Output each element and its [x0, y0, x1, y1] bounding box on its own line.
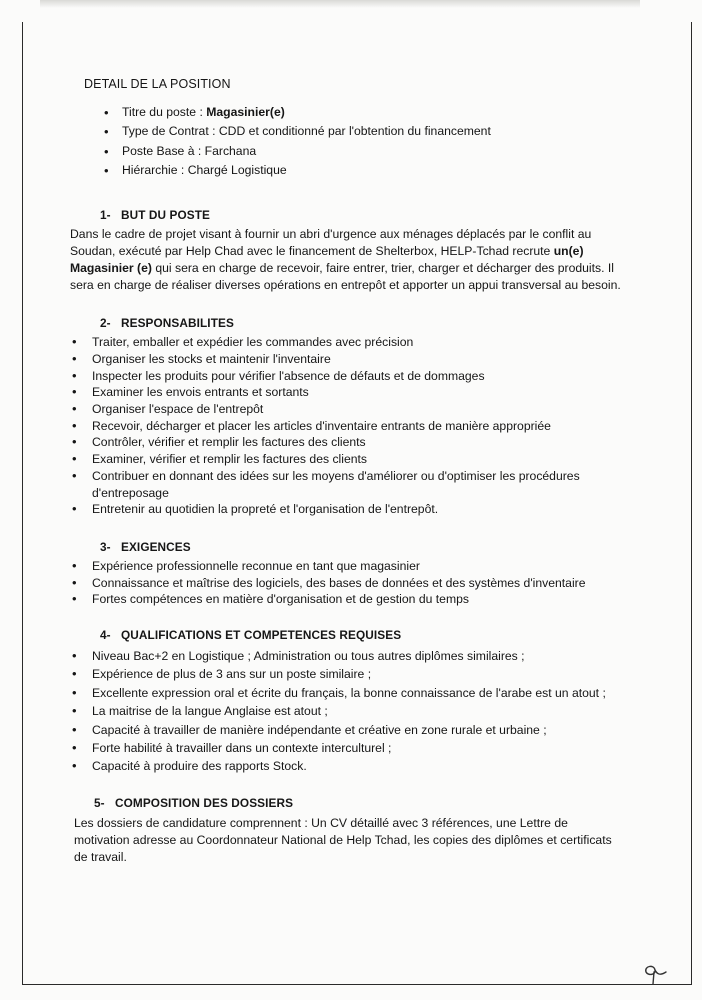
qualifications-list — [70, 647, 636, 776]
section-title: 4- QUALIFICATIONS ET COMPETENCES REQUISES — [100, 628, 402, 643]
list-item: • Examiner, vérifier et remplir les factures des clients — [70, 451, 636, 468]
list-item: • Organiser les stocks et maintenir l'inventaire — [70, 351, 636, 368]
list-item: • Capacité à travailler de manière indépendante et créative en zone rurale et urbaine ; — [70, 721, 636, 739]
responsibilities-list — [70, 334, 636, 518]
section-title: 1- BUT DU POSTE — [100, 208, 211, 223]
section-responsabilites — [76, 315, 636, 518]
section-title: 5- COMPOSITION DES DOSSIERS — [94, 795, 294, 810]
list-item: • Capacité à produire des rapports Stock. — [70, 757, 636, 775]
list-item: • La maitrise de la langue Anglaise est atout ; — [70, 702, 636, 720]
section-title: 2- RESPONSABILITES — [100, 316, 234, 331]
list-item: • Expérience professionnelle reconnue en tant que magasinier — [70, 558, 636, 575]
list-item: • Traiter, emballer et expédier les commandes avec précision — [70, 334, 636, 351]
list-item: • Expérience de plus de 3 ans sur un poste similaire ; — [70, 665, 636, 683]
section-exigences — [76, 539, 636, 608]
list-item: • Connaissance et maîtrise des logiciels, des bases de données et des systèmes d'inventaire — [70, 575, 636, 592]
list-item: • Examiner les envois entrants et sortants — [70, 384, 636, 401]
list-item: • Organiser l'espace de l'entrepôt — [70, 401, 636, 418]
requirements-list — [70, 558, 636, 608]
list-item: • Fortes compétences en matière d'organisation et de gestion du temps — [70, 591, 636, 608]
position-item-hierarchy: • Hiérarchie : Chargé Logistique — [104, 162, 636, 179]
section-qualifications — [76, 627, 636, 776]
section-composition-dossiers — [76, 795, 636, 866]
list-item: • Niveau Bac+2 en Logistique ; Administration ou tous autres diplômes similaires ; — [70, 647, 636, 665]
initials-signature — [640, 960, 674, 986]
list-item: • Excellente expression oral et écrite du français, la bonne connaissance de l'arabe est un atout ; — [70, 684, 636, 702]
section-but-du-poste — [70, 207, 636, 294]
section-title: 3- EXIGENCES — [100, 539, 191, 554]
section-paragraph: Les dossiers de candidature comprennent : Un CV détaillé avec 3 références, une Lettre de motivation adresse au Coordonnateur National de Help Tchad, les copies des diplômes et certificats de travail. — [74, 815, 612, 864]
position-details-list — [104, 104, 636, 179]
scan-shadow — [40, 0, 640, 8]
section-paragraph: Dans le cadre de projet visant à fournir un abri d'urgence aux ménages déplacés par le conflit au Soudan, exécuté par Help Chad avec le financement de Shelterbox, HELP-Tchad recrute un(e) Magasinier (e) qui sera en charge de recevoir, faire entrer, trier, charger et décharger des produits. Il sera en charge de réaliser diverses opérations en entrepôt et apporter un appui transversal au besoin. — [70, 227, 621, 293]
list-item: • Forte habilité à travailler dans un contexte interculturel ; — [70, 739, 636, 757]
list-item: • Entretenir au quotidien la propreté et l'organisation de l'entrepôt. — [70, 501, 636, 518]
document-content — [70, 76, 636, 866]
position-item-contract: • Type de Contrat : CDD et conditionné par l'obtention du financement — [104, 123, 636, 140]
list-item: • Recevoir, décharger et placer les articles d'inventaire entrants de manière appropriée — [70, 418, 636, 435]
list-item: • Contrôler, vérifier et remplir les factures des clients — [70, 434, 636, 451]
list-item: • Contribuer en donnant des idées sur les moyens d'améliorer ou d'optimiser les procédures d'entreposage — [70, 468, 592, 501]
position-item-title: • Titre du poste : Magasinier(e) — [104, 104, 636, 121]
list-item: • Inspecter les produits pour vérifier l'absence de défauts et de dommages — [70, 368, 636, 385]
position-item-base: • Poste Base à : Farchana — [104, 143, 636, 160]
main-heading: DETAIL DE LA POSITION — [84, 77, 231, 91]
